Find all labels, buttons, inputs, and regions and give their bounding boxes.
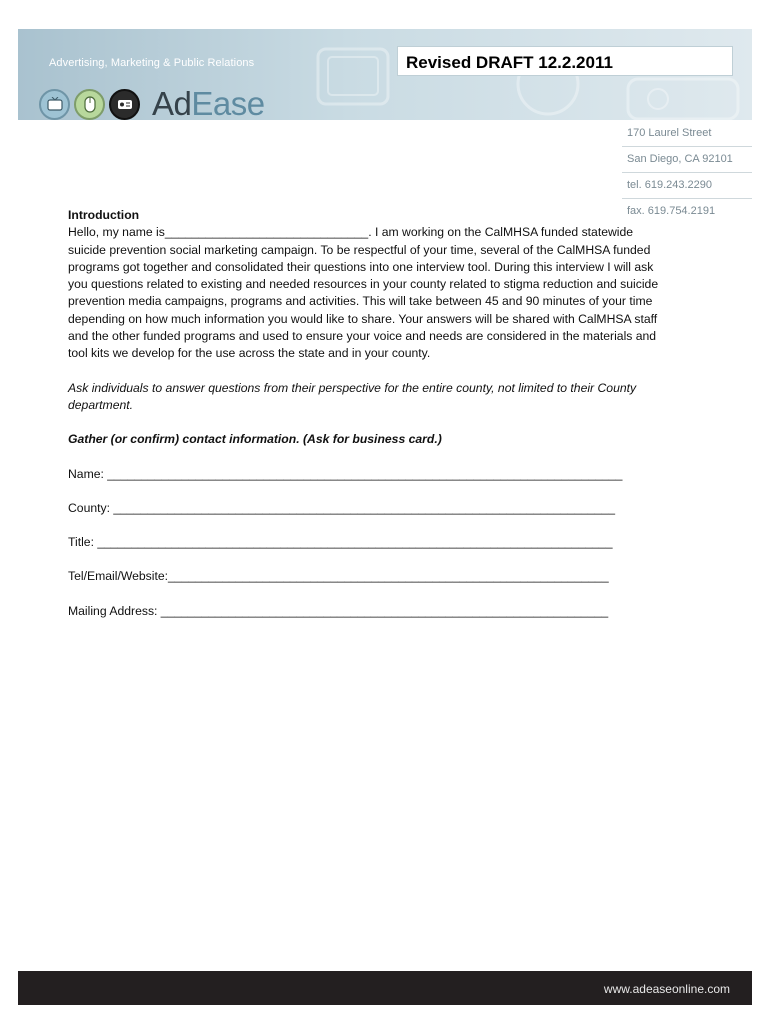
logo (39, 87, 265, 121)
divider (622, 146, 752, 147)
divider (622, 172, 752, 173)
draft-label: Revised DRAFT 12.2.2011 (397, 46, 733, 76)
instruction-text: Ask individuals to answer questions from their perspective for the entire county, not limited to their County department. (68, 380, 637, 412)
intro-title: Introduction (68, 208, 140, 222)
title-field[interactable]: Title: ____________________________________________________________________________ (68, 535, 613, 550)
logo-text (152, 87, 265, 121)
logo-text-ease: Ease (191, 85, 265, 122)
contact-field[interactable]: Tel/Email/Website:_________________________________________________________________ (68, 569, 609, 584)
tv-icon (39, 89, 70, 120)
website-link[interactable]: www.adeaseonline.com (603, 982, 730, 996)
mouse-icon (74, 89, 105, 120)
divider (622, 198, 752, 199)
county-field[interactable]: County: __________________________________________________________________________ (68, 500, 615, 515)
address-tel: tel. 619.243.2290 (627, 179, 713, 191)
radio-icon (109, 89, 140, 120)
logo-text-ad: Ad (152, 85, 192, 122)
intro-text: Hello, my name is______________________________. I am working on the CalMHSA funded statewide suicide prevention social marketing campaign. To be respectful of your time, several of the CalMHSA funded programs got together and consolidated their questions into one interview tool. During this interview I will ask you questions related to existing and needed resources in your county related to stigma reduction and suicide prevention media campaigns, programs and activities. This will take between 45 and 90 minutes of your time depending on how much information you would like to share. Your answers will be shared with CalMHSA staff and the other funded programs and used to ensure your voice and needs are considered in the materials and tool kits we develop for the use across the state and in your county. (68, 225, 659, 361)
gather-contact-text: Gather (or confirm) contact information. (Ask for business card.) (68, 432, 442, 447)
address-city: San Diego, CA 92101 (627, 153, 733, 165)
tagline: Advertising, Marketing & Public Relations (49, 57, 255, 69)
footer-bar (18, 971, 752, 1005)
address-fax: fax. 619.754.2191 (627, 205, 716, 217)
name-field[interactable]: Name: ____________________________________________________________________________ (68, 466, 623, 481)
mailing-address-field[interactable]: Mailing Address: __________________________________________________________________ (68, 603, 609, 618)
address-street: 170 Laurel Street (627, 127, 712, 139)
document-body (68, 207, 668, 620)
